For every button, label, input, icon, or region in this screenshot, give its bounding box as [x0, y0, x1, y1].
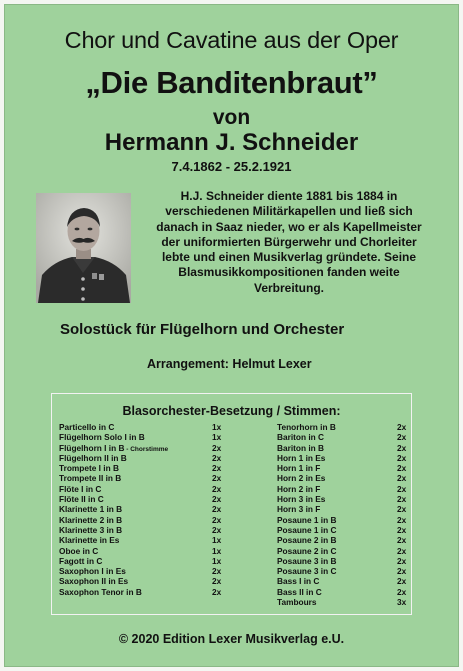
part-name: Horn 2 in Es [277, 473, 326, 484]
part-count: 2x [212, 442, 222, 453]
composer-biography [139, 189, 439, 296]
part-name: Klarinette 2 in B [59, 514, 123, 525]
part-count: 2x [212, 524, 222, 535]
part-row [59, 556, 229, 566]
bio-line: H.J. Schneider diente 1881 bis 1884 in [180, 189, 398, 203]
part-row [59, 525, 229, 535]
part-count: 2x [397, 463, 407, 474]
part-name: Oboe in C [59, 545, 99, 556]
part-count: 2x [397, 555, 407, 566]
part-count: 2x [212, 504, 222, 515]
part-name: Flügelhorn II in B [59, 452, 127, 463]
part-count: 2x [212, 473, 222, 484]
part-row [277, 494, 412, 504]
part-name: Klarinette in Es [59, 535, 120, 546]
part-count: 1x [212, 422, 222, 432]
bio-line: verschiedenen Militärkapellen und ließ sich [165, 204, 413, 219]
part-row [277, 443, 412, 453]
part-row [59, 515, 229, 525]
arrangement-credit: Arrangement: Helmut Lexer [147, 357, 312, 371]
part-count: 2x [212, 463, 222, 474]
part-count: 2x [212, 586, 222, 597]
part-name: Horn 1 in F [277, 463, 321, 474]
instrumentation-title: Blasorchester-Besetzung / Stimmen: [122, 404, 341, 418]
part-name: Flöte I in C [59, 483, 102, 494]
part-name: Bariton in B [277, 442, 325, 453]
part-name: Bariton in C [277, 432, 325, 443]
part-row [277, 453, 412, 463]
part-row [277, 484, 412, 494]
part-name: Trompete I in B [59, 463, 119, 474]
part-name: Tambours [277, 597, 317, 608]
part-count: 2x [397, 442, 407, 453]
part-row [59, 463, 229, 473]
part-row [59, 546, 229, 556]
part-count: 2x [397, 432, 407, 443]
part-row [277, 576, 412, 586]
portrait-image [36, 193, 131, 303]
part-row [59, 566, 229, 576]
part-name: Klarinette 1 in B [59, 504, 123, 515]
part-row [277, 587, 412, 597]
part-row [277, 422, 412, 432]
part-row [59, 422, 229, 432]
part-row [59, 504, 229, 514]
part-name: Posaune 2 in C [277, 545, 337, 556]
parts-list-left [59, 422, 229, 597]
composer-dates: 7.4.1862 - 25.2.1921 [171, 159, 292, 174]
part-row [59, 494, 229, 504]
bio-line: lebte und einen Musikverlag gründete. Seine [161, 250, 417, 265]
part-count: 1x [212, 432, 222, 443]
part-row [59, 535, 229, 545]
part-count: 2x [397, 524, 407, 535]
part-name: Horn 1 in Es [277, 452, 326, 463]
part-name: Saxophon Tenor in B [59, 586, 142, 597]
part-row [277, 556, 412, 566]
part-row [277, 535, 412, 545]
bio-line: Verbreitung. [253, 280, 324, 295]
part-count: 1x [212, 545, 222, 556]
part-row [277, 597, 412, 607]
part-row [277, 473, 412, 483]
part-row [59, 576, 229, 586]
bio-line: der uniformierten Bürgerwehr und Chorleiter [161, 234, 417, 249]
part-count: 2x [212, 494, 222, 505]
part-name: Posaune 1 in C [277, 524, 337, 535]
copyright-notice: © 2020 Edition Lexer Musikverlag e.U. [118, 632, 345, 646]
part-count: 2x [212, 514, 222, 525]
part-count: 2x [397, 494, 407, 505]
bio-line: danach in Saaz nieder, wo er als Kapellmeister [156, 219, 422, 234]
part-row [59, 432, 229, 442]
part-name: Saxophon II in Es [59, 576, 129, 587]
part-count: 2x [397, 514, 407, 525]
part-row [59, 587, 229, 597]
part-name: Bass I in C [277, 576, 320, 587]
solo-title: Solostück für Flügelhorn und Orchester [60, 321, 345, 338]
part-count: 2x [212, 566, 222, 577]
part-name: Posaune 2 in B [277, 535, 337, 546]
part-name: Klarinette 3 in B [59, 524, 123, 535]
part-row [277, 546, 412, 556]
part-count: 2x [397, 586, 407, 597]
part-name: Horn 3 in Es [277, 494, 326, 505]
part-name: Saxophon I in Es [59, 566, 126, 577]
part-count: 2x [397, 504, 407, 515]
bio-line: Blasmusikkompositionen fanden weite [178, 265, 400, 280]
part-name: Flügelhorn I in B - Chorstimme [59, 442, 169, 453]
part-row [59, 443, 229, 453]
part-count: 1x [212, 535, 222, 546]
part-name: Posaune 3 in C [277, 566, 337, 577]
part-count: 2x [212, 483, 222, 494]
part-row [277, 525, 412, 535]
part-count: 2x [397, 566, 407, 577]
part-count: 1x [212, 555, 222, 566]
part-name: Flügelhorn Solo I in B [59, 432, 145, 443]
instrumentation-box [51, 393, 412, 615]
part-name: Tenorhorn in B [277, 422, 336, 432]
part-count: 2x [397, 545, 407, 556]
parts-list-right [277, 422, 412, 607]
score-cover [4, 4, 459, 667]
part-name: Bass II in C [277, 586, 322, 597]
part-name: Trompete II in B [59, 473, 122, 484]
composer-name: Hermann J. Schneider [104, 129, 359, 156]
part-row [277, 515, 412, 525]
part-name: Horn 2 in F [277, 483, 321, 494]
part-row [277, 463, 412, 473]
part-row [59, 484, 229, 494]
part-count: 2x [397, 452, 407, 463]
part-count: 2x [397, 535, 407, 546]
part-count: 2x [397, 422, 407, 432]
part-count: 2x [397, 473, 407, 484]
part-count: 3x [397, 597, 407, 608]
part-row [277, 432, 412, 442]
part-count: 2x [397, 576, 407, 587]
title-line-1: Chor und Cavatine aus der Oper [64, 27, 399, 53]
part-count: 2x [212, 452, 222, 463]
part-name: Posaune 1 in B [277, 514, 337, 525]
part-name: Flöte II in C [59, 494, 104, 505]
part-count: 2x [212, 576, 222, 587]
part-row [277, 504, 412, 514]
part-row [59, 473, 229, 483]
opera-title: „Die Banditenbraut” [85, 65, 378, 100]
part-count: 2x [397, 483, 407, 494]
part-row [59, 453, 229, 463]
part-row [277, 566, 412, 576]
composer-portrait [36, 193, 131, 303]
part-name: Horn 3 in F [277, 504, 321, 515]
part-name: Posaune 3 in B [277, 555, 337, 566]
title-von: von [212, 106, 251, 129]
part-name: Fagott in C [59, 555, 103, 566]
part-name: Particello in C [59, 422, 115, 432]
